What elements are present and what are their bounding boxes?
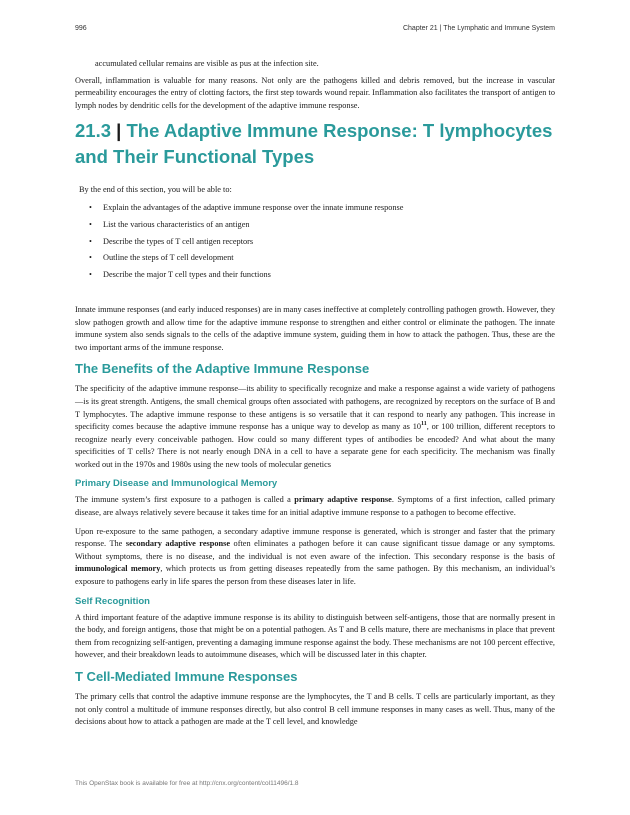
objectives-intro: By the end of this section, you will be able to: [79,185,232,195]
exponent: 11 [421,421,427,428]
term-immunological-memory: immunological memory [75,564,161,574]
objective-item: • List the various characteristics of an antigen [89,217,555,234]
text-run: The immune system’s first exposure to a pathogen is called a [75,495,295,505]
page-footer: This OpenStax book is available for free at http://cnx.org/content/col11496/1.8 [75,780,299,787]
page-number: 996 [75,25,87,32]
intro-paragraph: Overall, inflammation is valuable for many reasons. Not only are the pathogens killed and debris removed, but the increase in vascular permeability encourages the entry of clotting factors, the first step towards wound repair. Inflammation also facilitates the transport of antigen to lymph nodes by dendritic cells for the development of the adaptive immune response. [75,75,555,110]
objectives-list [79,200,555,284]
objective-item: • Describe the major T cell types and their functions [89,267,555,284]
section-title-text: The Adaptive Immune Response: T lymphocytes and Their Functional Types [75,120,553,168]
primary-disease-heading: Primary Disease and Immunological Memory [75,478,278,490]
text-run: often eliminates a pathogen before it can cause significant tissue damage or any symptoms. Without symptoms, there is no disease, and the individual is not even aware of the infection. This secondary response is the basis of [75,539,555,561]
self-recognition-paragraph: A third important feature of the adaptive immune response is its ability to distinguish between self-antigens, those that are normally present in the body, and foreign antigens, those that might be on a potential pathogen. As T and B cells mature, there are mechanisms in place that prevent them from recognizing self-antigen, preventing a damaging immune response against the body. These mechanisms are not 100 percent effective, however, and their breakdown leads to autoimmune diseases, which will be discussed later in this chapter. [75,612,555,660]
section-separator: | [116,120,122,142]
learning-objectives [79,184,555,284]
page-content [75,58,555,735]
tcell-paragraph: The primary cells that control the adaptive immune response are the lymphocytes, the T and B cells. T cells are particularly important, as they not only control a multitude of immune responses directly, but also control B cell immune responses in many cases as well. Thus, many of the decisions about how to attack a pathogen are made at the T cell level, and knowledge [75,692,555,727]
term-secondary-adaptive-response: secondary adaptive response [125,539,231,549]
benefits-heading: The Benefits of the Adaptive Immune Response [75,361,370,377]
benefits-paragraph [75,383,555,471]
benefits-text-a: The specificity of the adaptive immune response—its ability to specifically recognize and make a response against a wide variety of pathogens—is its great strength. Antigens, the small chemical groups often associated with pathogens, are recognized by receptors on the surface of B and T lymphocytes. The adaptive immune response to these antigens is so versatile that it can respond to nearly any pathogen. This increase in specificity comes because the adaptive immune response has a unique way to develop as many as 10 [75,384,555,432]
primary-paragraph-2 [75,526,555,589]
objective-item: • Outline the steps of T cell development [89,250,555,267]
chapter-title: Chapter 21 | The Lymphatic and Immune System [402,25,555,32]
self-recognition-heading: Self Recognition [75,595,150,607]
objective-item: • Describe the types of T cell antigen receptors [89,234,555,251]
objective-item: • Explain the advantages of the adaptive immune response over the innate immune response [89,200,555,217]
section-title [75,118,555,170]
section-number: 21.3 [75,120,112,142]
benefits-text-b: , or 100 trillion, different receptors to recognize nearly every conceivable pathogen. How could so many different types of antibodies be encoded? And what about the many specificities of T cells? There is not nearly enough DNA in a cell to have a separate gene for each specificity. The mechanism was finally worked out in the 1970s and 1980s using the new tools of molecular genetics [75,422,555,469]
primary-paragraph-1 [75,494,555,519]
text-run: . Symptoms of a first infection, called primary disease, are always relatively severe because it takes time for an initial adaptive immune response to a pathogen to become effective. [75,495,555,518]
term-primary-adaptive-response: primary adaptive response [294,495,392,505]
text-run: , which protects us from getting diseases repeatedly from the same pathogen. By this mechanism, an individual’s exposure to pathogens early in life spares the person from these diseases later in life. [75,564,555,587]
text-run: Upon re-exposure to the same pathogen, a secondary adaptive immune response is generated, which is stronger and faster that the primary response. The [75,526,555,549]
intro-continuation: accumulated cellular remains are visible as pus at the infection site. [95,59,319,68]
innate-paragraph: Innate immune responses (and early induced responses) are in many cases ineffective at completely controlling pathogen growth. However, they slow pathogen growth and allow time for the adaptive immune response to strengthen and either control or eliminate the pathogen. The innate immune system also sends signals to the cells of the adaptive immune system, guiding them in how to attack the pathogen. Thus, these are the two important arms of the immune response. [75,304,555,352]
tcell-heading: T Cell-Mediated Immune Responses [75,669,298,685]
